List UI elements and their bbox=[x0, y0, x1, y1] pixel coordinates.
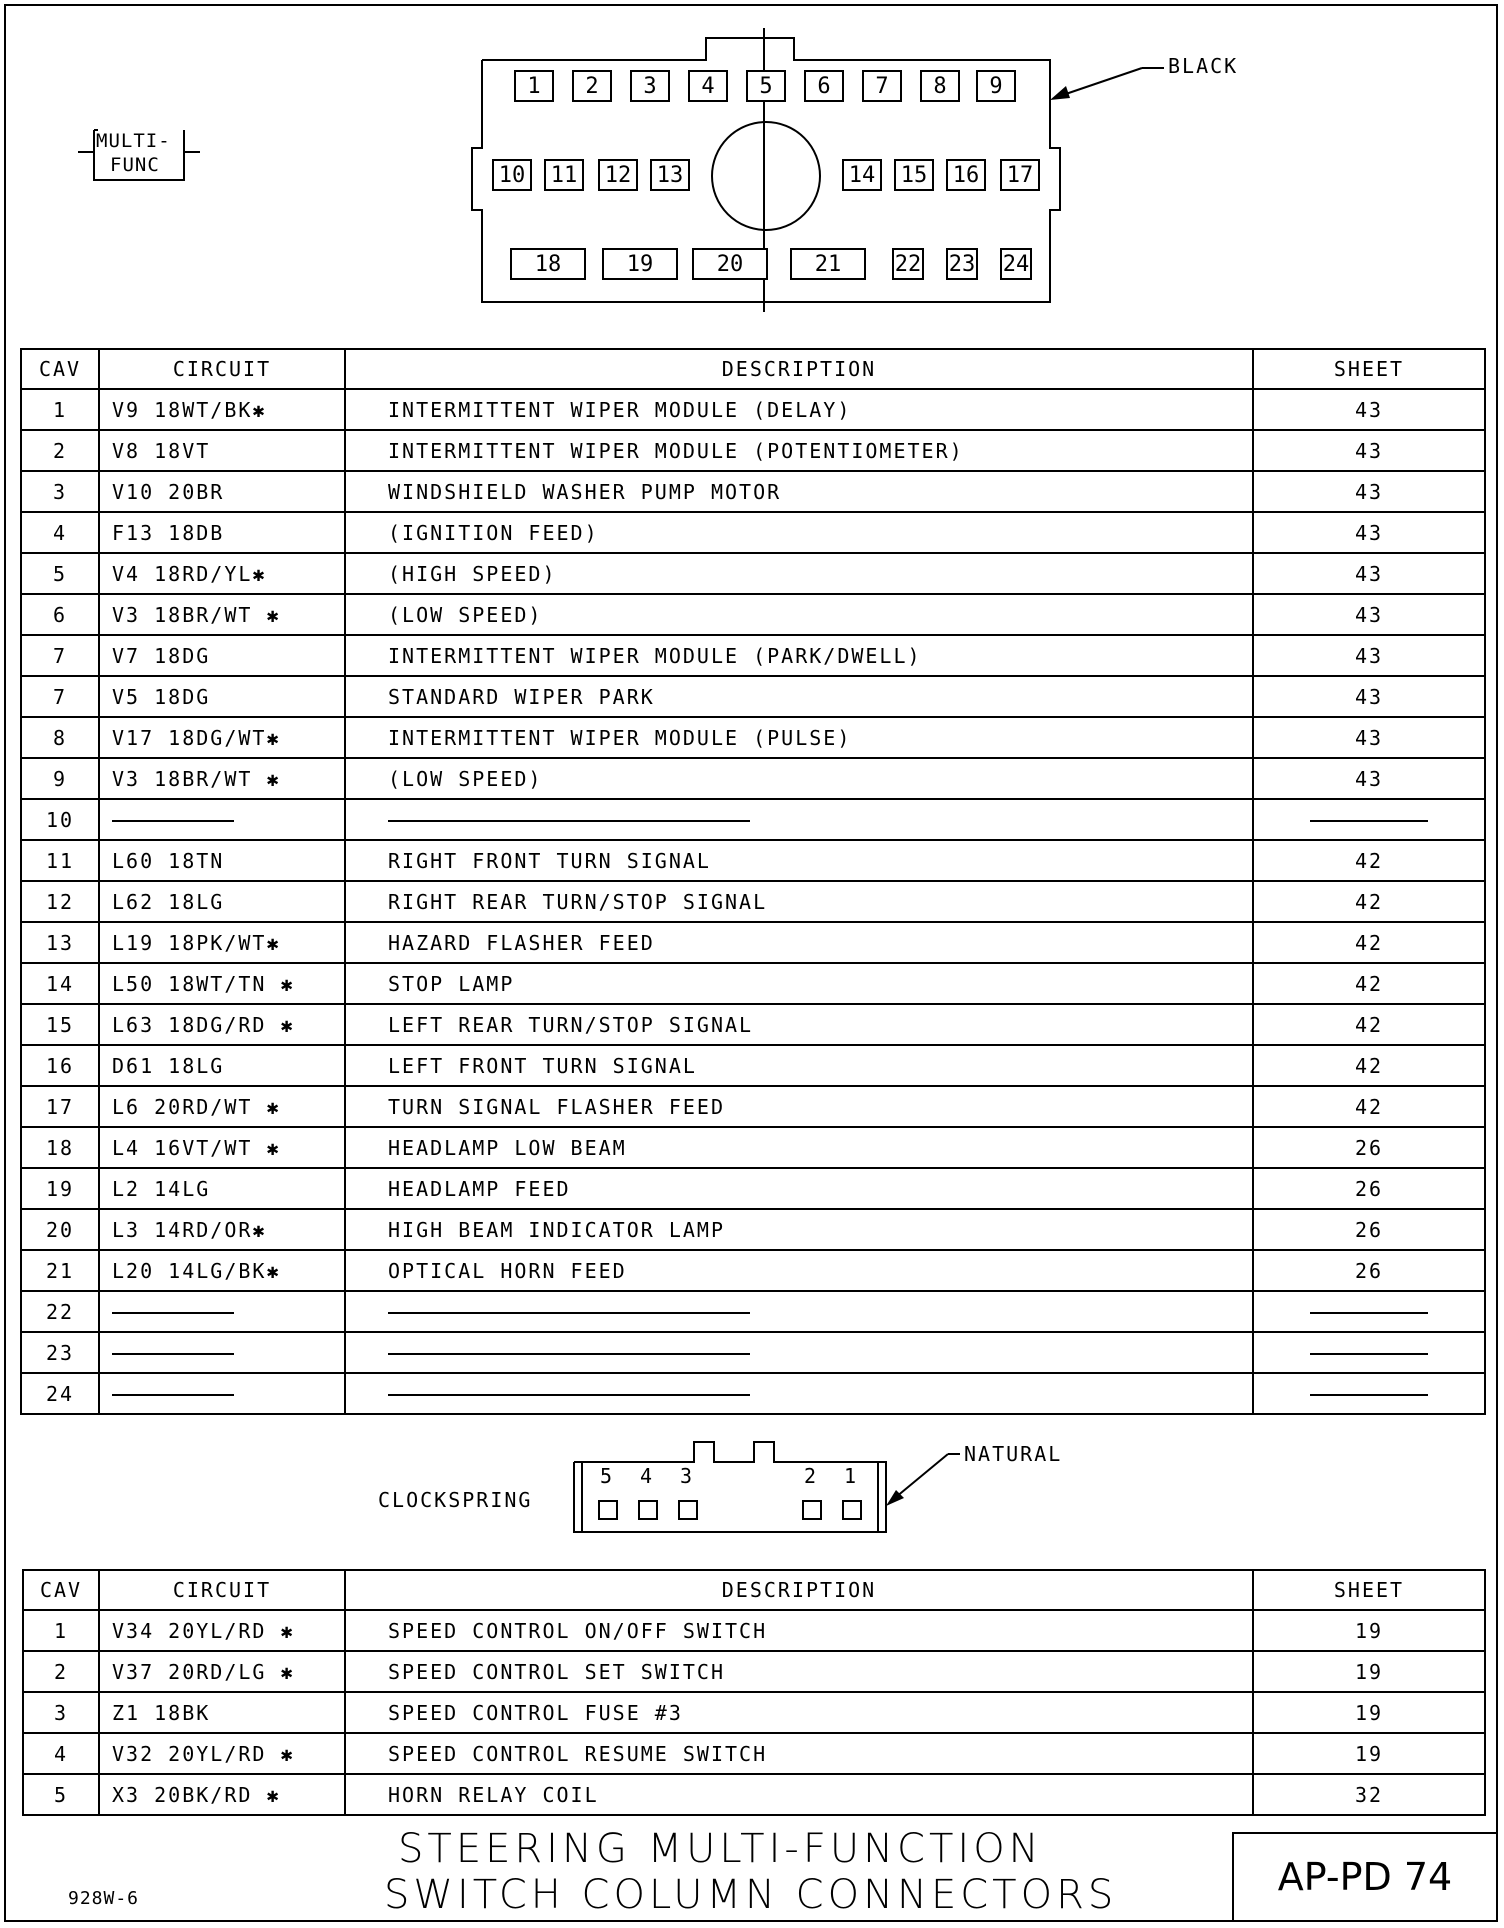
cell-circuit bbox=[99, 1291, 345, 1332]
connector-pin: 6 bbox=[804, 70, 844, 102]
header-sheet: SHEET bbox=[1253, 1570, 1485, 1610]
blank-entry-line bbox=[112, 820, 234, 822]
cell-cav: 2 bbox=[21, 430, 99, 471]
table-row bbox=[21, 1004, 1485, 1045]
cell-sheet: 43 bbox=[1253, 635, 1485, 676]
cell-cav: 4 bbox=[23, 1733, 99, 1774]
cell-sheet bbox=[1253, 799, 1485, 840]
table-row bbox=[21, 676, 1485, 717]
cell-circuit: L60 18TN bbox=[99, 840, 345, 881]
cell-description: RIGHT REAR TURN/STOP SIGNAL bbox=[345, 881, 1253, 922]
clockspring-pin-cavity bbox=[638, 1500, 658, 1520]
blank-entry-line bbox=[1310, 1394, 1428, 1396]
cell-circuit: V7 18DG bbox=[99, 635, 345, 676]
cell-circuit bbox=[99, 799, 345, 840]
table-row bbox=[21, 922, 1485, 963]
connector-pin: 19 bbox=[602, 248, 678, 280]
cell-sheet: 43 bbox=[1253, 758, 1485, 799]
cell-description: (IGNITION FEED) bbox=[345, 512, 1253, 553]
cell-cav: 5 bbox=[21, 553, 99, 594]
drawing-number: 928W-6 bbox=[68, 1888, 140, 1909]
table-header-row bbox=[23, 1570, 1485, 1610]
table-row bbox=[21, 1127, 1485, 1168]
table-row bbox=[21, 389, 1485, 430]
cell-cav: 14 bbox=[21, 963, 99, 1004]
cell-cav: 7 bbox=[21, 676, 99, 717]
cell-sheet: 42 bbox=[1253, 963, 1485, 1004]
cell-circuit: L6 20RD/WT ✱ bbox=[99, 1086, 345, 1127]
blank-entry-line bbox=[1310, 1312, 1428, 1314]
cell-description: (LOW SPEED) bbox=[345, 594, 1253, 635]
cell-circuit: L63 18DG/RD ✱ bbox=[99, 1004, 345, 1045]
cell-sheet: 43 bbox=[1253, 512, 1485, 553]
cell-sheet: 43 bbox=[1253, 594, 1485, 635]
cell-description: SPEED CONTROL RESUME SWITCH bbox=[345, 1733, 1253, 1774]
cell-description: INTERMITTENT WIPER MODULE (POTENTIOMETER) bbox=[345, 430, 1253, 471]
table-row bbox=[21, 717, 1485, 758]
table-row bbox=[21, 1291, 1485, 1332]
cell-description: HIGH BEAM INDICATOR LAMP bbox=[345, 1209, 1253, 1250]
cell-circuit: V8 18VT bbox=[99, 430, 345, 471]
cell-cav: 6 bbox=[21, 594, 99, 635]
cell-sheet: 43 bbox=[1253, 471, 1485, 512]
cell-sheet: 26 bbox=[1253, 1127, 1485, 1168]
connector-pin: 13 bbox=[650, 159, 690, 191]
blank-entry-line bbox=[112, 1312, 234, 1314]
cell-description: INTERMITTENT WIPER MODULE (PULSE) bbox=[345, 717, 1253, 758]
cell-cav: 1 bbox=[21, 389, 99, 430]
clockspring-pin-number: 2 bbox=[804, 1464, 817, 1488]
cell-sheet bbox=[1253, 1332, 1485, 1373]
connector-pin: 2 bbox=[572, 70, 612, 102]
cell-circuit: V3 18BR/WT ✱ bbox=[99, 594, 345, 635]
cell-circuit: L62 18LG bbox=[99, 881, 345, 922]
page-title-line1: STEERING MULTI-FUNCTION bbox=[398, 1826, 1043, 1872]
cell-circuit: Z1 18BK bbox=[99, 1692, 345, 1733]
cell-cav: 12 bbox=[21, 881, 99, 922]
clockspring-pin-number: 5 bbox=[600, 1464, 613, 1488]
cell-circuit: L50 18WT/TN ✱ bbox=[99, 963, 345, 1004]
table-row bbox=[21, 758, 1485, 799]
cell-description: WINDSHIELD WASHER PUMP MOTOR bbox=[345, 471, 1253, 512]
cell-cav: 16 bbox=[21, 1045, 99, 1086]
table-header-row bbox=[21, 349, 1485, 389]
cell-sheet: 19 bbox=[1253, 1651, 1485, 1692]
header-cav: CAV bbox=[21, 349, 99, 389]
blank-entry-line bbox=[388, 1312, 750, 1314]
connector-pin: 24 bbox=[1000, 248, 1032, 280]
connector-pin: 11 bbox=[544, 159, 584, 191]
cell-sheet: 42 bbox=[1253, 1045, 1485, 1086]
cell-circuit: L20 14LG/BK✱ bbox=[99, 1250, 345, 1291]
header-cav: CAV bbox=[23, 1570, 99, 1610]
blank-entry-line bbox=[1310, 820, 1428, 822]
table-row bbox=[21, 553, 1485, 594]
table-row bbox=[21, 840, 1485, 881]
cell-description bbox=[345, 1373, 1253, 1414]
cell-sheet: 32 bbox=[1253, 1774, 1485, 1815]
cell-circuit: V10 20BR bbox=[99, 471, 345, 512]
cell-description: INTERMITTENT WIPER MODULE (PARK/DWELL) bbox=[345, 635, 1253, 676]
cell-cav: 13 bbox=[21, 922, 99, 963]
cell-cav: 22 bbox=[21, 1291, 99, 1332]
connector-pin: 23 bbox=[946, 248, 978, 280]
blank-entry-line bbox=[1310, 1353, 1428, 1355]
clockspring-pin-number: 3 bbox=[680, 1464, 693, 1488]
cell-sheet: 42 bbox=[1253, 1086, 1485, 1127]
connector-pin: 8 bbox=[920, 70, 960, 102]
cell-circuit: V4 18RD/YL✱ bbox=[99, 553, 345, 594]
header-sheet: SHEET bbox=[1253, 349, 1485, 389]
cell-description: HAZARD FLASHER FEED bbox=[345, 922, 1253, 963]
cell-circuit: V5 18DG bbox=[99, 676, 345, 717]
cell-description: HORN RELAY COIL bbox=[345, 1774, 1253, 1815]
table-row bbox=[23, 1733, 1485, 1774]
cell-circuit: V3 18BR/WT ✱ bbox=[99, 758, 345, 799]
cell-circuit: V34 20YL/RD ✱ bbox=[99, 1610, 345, 1651]
cell-sheet: 26 bbox=[1253, 1209, 1485, 1250]
blank-entry-line bbox=[388, 1353, 750, 1355]
cell-description: LEFT FRONT TURN SIGNAL bbox=[345, 1045, 1253, 1086]
cell-cav: 3 bbox=[21, 471, 99, 512]
cell-description bbox=[345, 1291, 1253, 1332]
cell-sheet: 42 bbox=[1253, 922, 1485, 963]
multi-func-label-line1: MULTI- bbox=[96, 130, 171, 152]
cell-circuit: L4 16VT/WT ✱ bbox=[99, 1127, 345, 1168]
cell-description: RIGHT FRONT TURN SIGNAL bbox=[345, 840, 1253, 881]
cell-description: (HIGH SPEED) bbox=[345, 553, 1253, 594]
cell-description: SPEED CONTROL FUSE #3 bbox=[345, 1692, 1253, 1733]
cell-sheet: 43 bbox=[1253, 553, 1485, 594]
table-row bbox=[21, 881, 1485, 922]
cell-sheet: 43 bbox=[1253, 389, 1485, 430]
connector-pin: 14 bbox=[842, 159, 882, 191]
clockspring-pin-number: 1 bbox=[844, 1464, 857, 1488]
cell-sheet: 43 bbox=[1253, 430, 1485, 471]
cell-circuit: X3 20BK/RD ✱ bbox=[99, 1774, 345, 1815]
pinout-table-multifunction bbox=[20, 348, 1486, 1415]
clockspring-label: CLOCKSPRING bbox=[378, 1488, 533, 1512]
cell-description: SPEED CONTROL ON/OFF SWITCH bbox=[345, 1610, 1253, 1651]
connector-pin: 7 bbox=[862, 70, 902, 102]
cell-description: HEADLAMP FEED bbox=[345, 1168, 1253, 1209]
cell-circuit: V17 18DG/WT✱ bbox=[99, 717, 345, 758]
cell-sheet: 19 bbox=[1253, 1610, 1485, 1651]
connector-color-label: BLACK bbox=[1168, 54, 1239, 78]
connector-pin: 17 bbox=[1000, 159, 1040, 191]
clockspring-pin-cavity bbox=[842, 1500, 862, 1520]
blank-entry-line bbox=[388, 820, 750, 822]
connector-pin: 4 bbox=[688, 70, 728, 102]
connector-pin: 18 bbox=[510, 248, 586, 280]
connector-pin: 5 bbox=[746, 70, 786, 102]
cell-sheet: 26 bbox=[1253, 1168, 1485, 1209]
clockspring-pin-number: 4 bbox=[640, 1464, 653, 1488]
cell-cav: 9 bbox=[21, 758, 99, 799]
cell-circuit: L3 14RD/OR✱ bbox=[99, 1209, 345, 1250]
cell-sheet: 26 bbox=[1253, 1250, 1485, 1291]
cell-description: OPTICAL HORN FEED bbox=[345, 1250, 1253, 1291]
table-row bbox=[21, 471, 1485, 512]
cell-description bbox=[345, 1332, 1253, 1373]
cell-description: TURN SIGNAL FLASHER FEED bbox=[345, 1086, 1253, 1127]
table-row bbox=[21, 1332, 1485, 1373]
cell-circuit: V37 20RD/LG ✱ bbox=[99, 1651, 345, 1692]
clockspring-color-label: NATURAL bbox=[964, 1442, 1063, 1466]
connector-pin: 21 bbox=[790, 248, 866, 280]
cell-circuit bbox=[99, 1373, 345, 1414]
page-code: AP-PD 74 bbox=[1232, 1832, 1498, 1922]
connector-pin: 9 bbox=[976, 70, 1016, 102]
cell-description: HEADLAMP LOW BEAM bbox=[345, 1127, 1253, 1168]
connector-pin: 16 bbox=[946, 159, 986, 191]
header-circuit: CIRCUIT bbox=[99, 349, 345, 389]
cell-cav: 18 bbox=[21, 1127, 99, 1168]
table-row bbox=[21, 799, 1485, 840]
connector-pin: 15 bbox=[894, 159, 934, 191]
cell-circuit: F13 18DB bbox=[99, 512, 345, 553]
table-row bbox=[23, 1651, 1485, 1692]
pinout-table-clockspring bbox=[22, 1569, 1486, 1816]
table-row bbox=[21, 1250, 1485, 1291]
cell-cav: 17 bbox=[21, 1086, 99, 1127]
table-row bbox=[21, 1373, 1485, 1414]
cell-cav: 23 bbox=[21, 1332, 99, 1373]
cell-cav: 19 bbox=[21, 1168, 99, 1209]
clockspring-pin-cavity bbox=[802, 1500, 822, 1520]
table-row bbox=[21, 1086, 1485, 1127]
cell-description: (LOW SPEED) bbox=[345, 758, 1253, 799]
cell-cav: 3 bbox=[23, 1692, 99, 1733]
cell-cav: 4 bbox=[21, 512, 99, 553]
cell-description: STANDARD WIPER PARK bbox=[345, 676, 1253, 717]
table-row bbox=[21, 594, 1485, 635]
cell-sheet bbox=[1253, 1291, 1485, 1332]
blank-entry-line bbox=[112, 1353, 234, 1355]
cell-sheet: 42 bbox=[1253, 840, 1485, 881]
cell-cav: 5 bbox=[23, 1774, 99, 1815]
cell-circuit: L19 18PK/WT✱ bbox=[99, 922, 345, 963]
cell-description: SPEED CONTROL SET SWITCH bbox=[345, 1651, 1253, 1692]
cell-circuit: V9 18WT/BK✱ bbox=[99, 389, 345, 430]
cell-sheet bbox=[1253, 1373, 1485, 1414]
cell-sheet: 19 bbox=[1253, 1692, 1485, 1733]
table-row bbox=[21, 635, 1485, 676]
cell-sheet: 43 bbox=[1253, 676, 1485, 717]
cell-cav: 15 bbox=[21, 1004, 99, 1045]
cell-cav: 20 bbox=[21, 1209, 99, 1250]
cell-description bbox=[345, 799, 1253, 840]
multi-func-label-line2: FUNC bbox=[110, 154, 160, 176]
cell-cav: 11 bbox=[21, 840, 99, 881]
header-circuit: CIRCUIT bbox=[99, 1570, 345, 1610]
cell-sheet: 19 bbox=[1253, 1733, 1485, 1774]
table-row bbox=[21, 430, 1485, 471]
clockspring-pin-cavity bbox=[598, 1500, 618, 1520]
cell-cav: 21 bbox=[21, 1250, 99, 1291]
cell-description: LEFT REAR TURN/STOP SIGNAL bbox=[345, 1004, 1253, 1045]
connector-pin: 1 bbox=[514, 70, 554, 102]
header-description: DESCRIPTION bbox=[345, 1570, 1253, 1610]
table-row bbox=[21, 1209, 1485, 1250]
cell-sheet: 42 bbox=[1253, 881, 1485, 922]
table-row bbox=[23, 1692, 1485, 1733]
cell-circuit: D61 18LG bbox=[99, 1045, 345, 1086]
blank-entry-line bbox=[388, 1394, 750, 1396]
header-description: DESCRIPTION bbox=[345, 349, 1253, 389]
cell-cav: 10 bbox=[21, 799, 99, 840]
table-row bbox=[21, 512, 1485, 553]
connector-pin: 22 bbox=[892, 248, 924, 280]
table-row bbox=[21, 963, 1485, 1004]
table-row bbox=[21, 1168, 1485, 1209]
blank-entry-line bbox=[112, 1394, 234, 1396]
cell-description: STOP LAMP bbox=[345, 963, 1253, 1004]
cell-cav: 7 bbox=[21, 635, 99, 676]
connector-pin: 20 bbox=[692, 248, 768, 280]
connector-pin: 12 bbox=[598, 159, 638, 191]
cell-sheet: 43 bbox=[1253, 717, 1485, 758]
connector-pin: 10 bbox=[492, 159, 532, 191]
cell-circuit: L2 14LG bbox=[99, 1168, 345, 1209]
cell-cav: 2 bbox=[23, 1651, 99, 1692]
cell-sheet: 42 bbox=[1253, 1004, 1485, 1045]
cell-description: INTERMITTENT WIPER MODULE (DELAY) bbox=[345, 389, 1253, 430]
cell-cav: 8 bbox=[21, 717, 99, 758]
table-row bbox=[23, 1774, 1485, 1815]
table-row bbox=[23, 1610, 1485, 1651]
connector-pin: 3 bbox=[630, 70, 670, 102]
table-row bbox=[21, 1045, 1485, 1086]
cell-cav: 24 bbox=[21, 1373, 99, 1414]
cell-cav: 1 bbox=[23, 1610, 99, 1651]
cell-circuit bbox=[99, 1332, 345, 1373]
clockspring-pin-cavity bbox=[678, 1500, 698, 1520]
cell-circuit: V32 20YL/RD ✱ bbox=[99, 1733, 345, 1774]
page-title-line2: SWITCH COLUMN CONNECTORS bbox=[384, 1872, 1118, 1918]
